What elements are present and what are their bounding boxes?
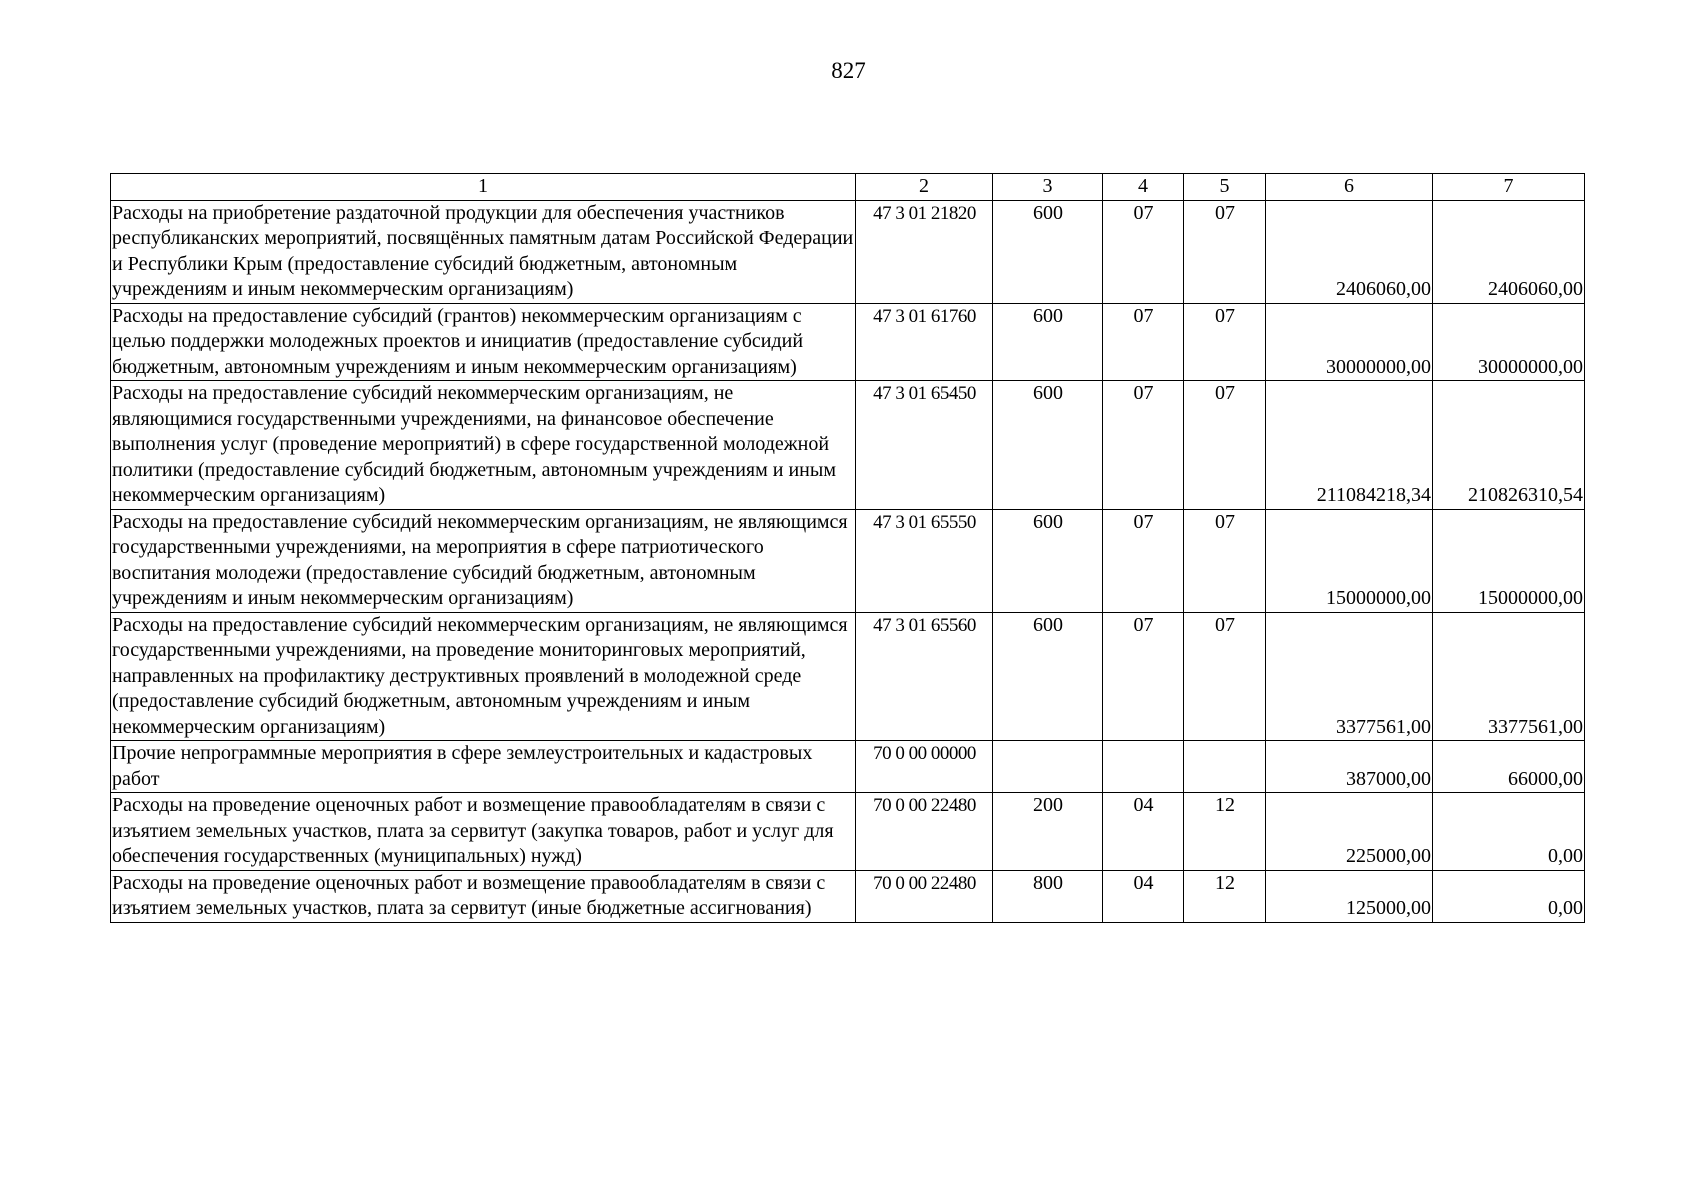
row-amount-7: 66000,00 xyxy=(1433,741,1585,793)
row-code: 70 0 00 00000 xyxy=(856,741,993,793)
row-code: 47 3 01 65450 xyxy=(856,381,993,510)
row-amount-7: 0,00 xyxy=(1433,793,1585,871)
row-col5: 12 xyxy=(1184,793,1266,871)
page-number: 827 xyxy=(831,58,866,83)
row-code: 47 3 01 65550 xyxy=(856,509,993,612)
budget-table xyxy=(110,173,1585,923)
column-header: 2 xyxy=(856,174,993,201)
row-code: 70 0 00 22480 xyxy=(856,870,993,922)
row-amount-7: 2406060,00 xyxy=(1433,200,1585,303)
row-col5: 07 xyxy=(1184,381,1266,510)
row-amount-6: 30000000,00 xyxy=(1266,303,1433,381)
row-code: 70 0 00 22480 xyxy=(856,793,993,871)
row-amount-7: 15000000,00 xyxy=(1433,509,1585,612)
table-row xyxy=(111,509,1585,612)
table-row xyxy=(111,200,1585,303)
row-description: Расходы на предоставление субсидий некоммерческим организациям, не являющимся государственными учреждениями, на мероприятия в сфере патриотического воспитания молодежи (предоставление субсидий бюджетным, автономным учреждениям и иным некоммерческим организациям) xyxy=(111,509,856,612)
table-row xyxy=(111,303,1585,381)
row-code: 47 3 01 21820 xyxy=(856,200,993,303)
row-amount-6: 125000,00 xyxy=(1266,870,1433,922)
row-col4: 07 xyxy=(1103,303,1184,381)
row-col3: 600 xyxy=(993,381,1103,510)
row-col3: 600 xyxy=(993,612,1103,741)
row-col5: 07 xyxy=(1184,200,1266,303)
row-amount-6: 387000,00 xyxy=(1266,741,1433,793)
row-col5: 07 xyxy=(1184,612,1266,741)
row-description: Расходы на предоставление субсидий некоммерческим организациям, не являющимся государственными учреждениями, на проведение мониторинговых мероприятий, направленных на профилактику деструктивных проявлений в молодежной среде (предоставление субсидий бюджетным, автономным учреждениям и иным некоммерческим организациям) xyxy=(111,612,856,741)
column-header: 1 xyxy=(111,174,856,201)
table-row xyxy=(111,741,1585,793)
row-col3: 600 xyxy=(993,303,1103,381)
row-description: Расходы на предоставление субсидий некоммерческим организациям, не являющимися государственными учреждениями, на финансовое обеспечение выполнения услуг (проведение мероприятий) в сфере государственной молодежной политики (предоставление субсидий бюджетным, автономным учреждениям и иным некоммерческим организациям) xyxy=(111,381,856,510)
row-col4: 07 xyxy=(1103,612,1184,741)
row-col5: 12 xyxy=(1184,870,1266,922)
row-amount-6: 15000000,00 xyxy=(1266,509,1433,612)
table-row xyxy=(111,612,1585,741)
column-header: 7 xyxy=(1433,174,1585,201)
row-amount-7: 30000000,00 xyxy=(1433,303,1585,381)
row-amount-6: 225000,00 xyxy=(1266,793,1433,871)
row-col5: 07 xyxy=(1184,509,1266,612)
row-code: 47 3 01 65560 xyxy=(856,612,993,741)
row-col4: 04 xyxy=(1103,793,1184,871)
row-amount-7: 0,00 xyxy=(1433,870,1585,922)
row-description: Прочие непрограммные мероприятия в сфере землеустроительных и кадастровых работ xyxy=(111,741,856,793)
row-col4: 07 xyxy=(1103,509,1184,612)
row-col4: 07 xyxy=(1103,200,1184,303)
row-description: Расходы на приобретение раздаточной продукции для обеспечения участников республиканских мероприятий, посвящённых памятным датам Российской Федерации и Республики Крым (предоставление субсидий бюджетным, автономным учреждениям и иным некоммерческим организациям) xyxy=(111,200,856,303)
row-col5: 07 xyxy=(1184,303,1266,381)
row-description: Расходы на проведение оценочных работ и возмещение правообладателям в связи с изъятием земельных участков, плата за сервитут (иные бюджетные ассигнования) xyxy=(111,870,856,922)
row-col4: 04 xyxy=(1103,870,1184,922)
row-col3: 600 xyxy=(993,200,1103,303)
row-col4 xyxy=(1103,741,1184,793)
table-row xyxy=(111,793,1585,871)
row-col4: 07 xyxy=(1103,381,1184,510)
column-header: 5 xyxy=(1184,174,1266,201)
row-amount-6: 2406060,00 xyxy=(1266,200,1433,303)
table-row xyxy=(111,381,1585,510)
header-row xyxy=(111,174,1585,201)
row-amount-7: 3377561,00 xyxy=(1433,612,1585,741)
row-description: Расходы на проведение оценочных работ и возмещение правообладателям в связи с изъятием земельных участков, плата за сервитут (закупка товаров, работ и услуг для обеспечения государственных (муниципальных) нужд) xyxy=(111,793,856,871)
table-row xyxy=(111,870,1585,922)
row-col3: 600 xyxy=(993,509,1103,612)
row-code: 47 3 01 61760 xyxy=(856,303,993,381)
row-col3: 200 xyxy=(993,793,1103,871)
row-col3: 800 xyxy=(993,870,1103,922)
row-col5 xyxy=(1184,741,1266,793)
row-amount-6: 211084218,34 xyxy=(1266,381,1433,510)
column-header: 4 xyxy=(1103,174,1184,201)
row-description: Расходы на предоставление субсидий (грантов) некоммерческим организациям с целью поддержки молодежных проектов и инициатив (предоставление субсидий бюджетным, автономным учреждениям и иным некоммерческим организациям) xyxy=(111,303,856,381)
row-amount-7: 210826310,54 xyxy=(1433,381,1585,510)
column-header: 6 xyxy=(1266,174,1433,201)
row-amount-6: 3377561,00 xyxy=(1266,612,1433,741)
column-header: 3 xyxy=(993,174,1103,201)
row-col3 xyxy=(993,741,1103,793)
